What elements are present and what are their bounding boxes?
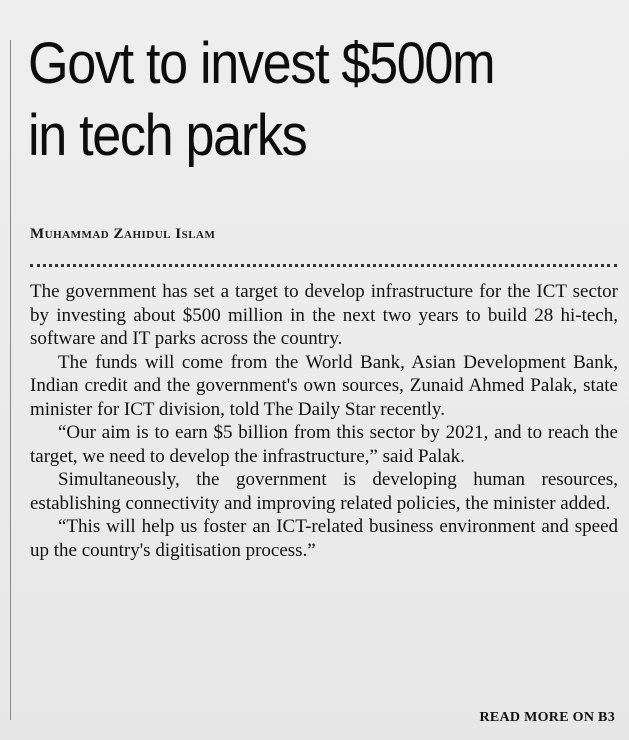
headline-line-1: Govt to invest $500m — [28, 31, 495, 96]
column-rule — [10, 40, 11, 720]
dotted-divider — [30, 264, 617, 267]
read-more-link[interactable]: READ MORE ON B3 — [479, 710, 615, 725]
paragraph-3: “Our aim is to earn $5 billion from this sector by 2021, and to reach the target, we need to develop the infrastructure,” said Palak. — [30, 422, 618, 467]
byline: Muhammad Zahidul Islam — [30, 226, 216, 242]
paragraph-1: The government has set a target to develop infrastructure for the ICT sector by investing about $500 million in the next two years to build 28 hi-tech, software and IT parks across the country. — [30, 281, 618, 349]
paragraph-2: The funds will come from the World Bank, Asian Development Bank, Indian credit and the government's own sources, Zunaid Ahmed Palak, state minister for ICT division, told The Daily Star recently. — [30, 351, 618, 420]
article-body — [30, 280, 618, 562]
headline-line-2: in tech parks — [28, 103, 307, 168]
headline — [28, 28, 561, 172]
paragraph-5: “This will help us foster an ICT-related business environment and speed up the country's digitisation process.” — [30, 516, 618, 561]
paragraph-4: Simultaneously, the government is developing human resources, establishing connectivity and improving related policies, the minister added. — [30, 469, 618, 514]
